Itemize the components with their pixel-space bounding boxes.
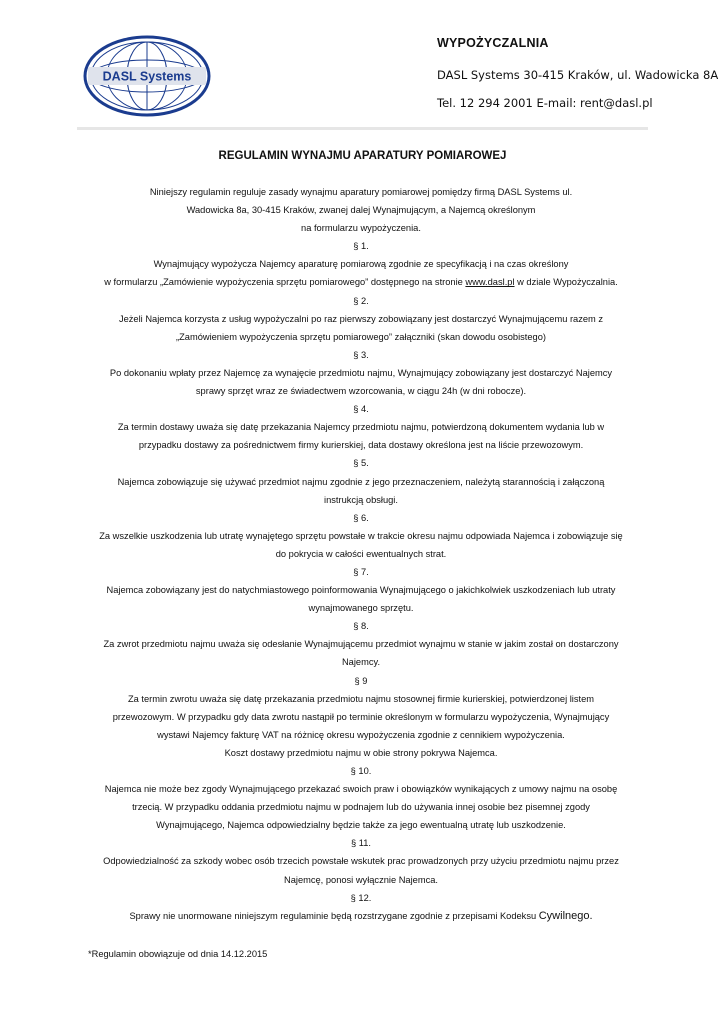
section-text: Po dokonaniu wpłaty przez Najemcę za wynajęcie przedmiotu najmu, Wynajmujący zobowiązany jest dostarczyć Najemcy	[109, 367, 613, 378]
section-text: wystawi Najemcy fakturę VAT na różnicę okresu wypożyczenia zgodnie z cennikiem wypożyczenia.	[157, 729, 565, 740]
section-text: wynajmowanego sprzętu.	[308, 603, 414, 614]
section-marker: § 11.	[351, 838, 371, 849]
company-contact: Tel. 12 294 2001 E-mail: rent@dasl.pl	[437, 96, 653, 110]
section-text: Najemcy.	[341, 657, 381, 668]
section-text: przewozowym. W przypadku gdy data zwrotu nastąpił po terminie określonym w formularzu wypożyczenia, Wynajmujący	[112, 711, 610, 722]
company-name: WYPOŻYCZALNIA	[437, 36, 549, 50]
effective-date-note: *Regulamin obowiązuje od dnia 14.12.2015	[88, 949, 268, 959]
section-text: trzecią. W przypadku oddania przedmiotu najmu w podnajem lub do używania innej osobie bez pisemnej zgody	[132, 802, 590, 813]
header-divider	[77, 127, 648, 130]
intro-line: Wadowicka 8a, 30-415 Kraków, zwanej dalej Wynajmującym, a Najemcą określonym	[186, 205, 536, 216]
section-text: Najemca zobowiązuje się używać przedmiot najmu zgodnie z jego przeznaczeniem, należytą starannością i załączoną	[117, 476, 605, 487]
section-marker: § 2.	[353, 295, 369, 306]
section-text-part: w dziale Wypożyczalnia.	[514, 277, 618, 288]
section-text: Koszt dostawy przedmiotu najmu w obie strony pokrywa Najemca.	[224, 747, 498, 758]
section-marker: § 12.	[350, 892, 372, 903]
section-text: Za termin zwrotu uważa się datę przekazania przedmiotu najmu stosownej firmie kurierskiej, potwierdzonej listem	[127, 693, 595, 704]
section-marker: § 10.	[350, 766, 372, 776]
section-text-part: w formularzu „Zamówienie wypożyczenia sprzętu pomiarowego” dostępnego na stronie	[104, 277, 466, 288]
section-marker: § 4.	[353, 404, 369, 415]
section-marker: § 8.	[353, 621, 369, 632]
section-text-part: Sprawy nie unormowane niniejszym regulaminie będą rozstrzygane zgodnie z przepisami Kodeksu	[129, 910, 539, 921]
section-marker: § 1.	[353, 241, 369, 252]
regulations-body	[70, 183, 652, 925]
section-text-part: Cywilnego.	[538, 909, 593, 922]
section-text: przypadku dostawy za pośrednictwem firmy kurierskiej, data dostawy określona jest na liście przewozowym.	[138, 440, 584, 451]
section-text: Wynajmujący wypożycza Najemcy aparaturę pomiarową zgodnie ze specyfikacją i na czas określony	[153, 259, 569, 270]
section-marker: § 7.	[353, 566, 369, 577]
section-text: Za zwrot przedmiotu najmu uważa się odesłanie Wynajmującemu przedmiot wynajmu w stanie w jakim został on dostarczony	[103, 639, 619, 650]
section-text: Najemcę, ponosi wyłącznie Najemca.	[284, 874, 438, 885]
section-text	[70, 907, 652, 925]
section-text: sprawy sprzęt wraz ze świadectwem wzorcowania, w ciągu 24h (w dni robocze).	[195, 386, 527, 397]
dasl-systems-logo	[82, 34, 212, 118]
website-link[interactable]: www.dasl.pl	[465, 277, 515, 288]
document-title: REGULAMIN WYNAJMU APARATURY POMIAROWEJ	[218, 150, 507, 162]
section-marker: § 5.	[353, 458, 369, 469]
company-address: DASL Systems 30-415 Kraków, ul. Wadowicka 8A	[437, 68, 719, 82]
section-text: instrukcją obsługi.	[324, 494, 398, 505]
section-text: „Zamówieniem wypożyczenia sprzętu pomiarowego” załączniki (skan dowodu osobistego)	[176, 331, 546, 342]
section-text: Wynajmującego, Najemca odpowiedzialny będzie także za jego ewentualną utratę lub uszkodzenie.	[156, 820, 566, 831]
section-marker: § 9	[354, 675, 368, 686]
section-text: Za wszelkie uszkodzenia lub utratę wynajętego sprzętu powstałe w trakcie okresu najmu odpowiada Najemca i zobowiązuje się	[99, 530, 623, 541]
section-text: Za termin dostawy uważa się datę przekazania Najemcy przedmiotu najmu, potwierdzoną dokumentem wydania lub w	[117, 422, 605, 433]
section-marker: § 6.	[353, 512, 369, 523]
section-text: Najemca zobowiązany jest do natychmiastowego poinformowania Wynajmującego o jakichkolwiek uszkodzeniach lub utraty	[106, 585, 616, 596]
section-marker: § 3.	[353, 349, 369, 360]
section-text: Odpowiedzialność za szkody wobec osób trzecich powstałe wskutek prac prowadzonych przy użyciu przedmiotu najmu przez	[103, 856, 619, 867]
section-text	[70, 273, 652, 291]
section-text: Jeżeli Najemca korzysta z usług wypożyczalni po raz pierwszy zobowiązany jest dostarczyć Wynajmującemu razem z	[118, 313, 604, 324]
intro-line: Niniejszy regulamin reguluje zasady wynajmu aparatury pomiarowej pomiędzy firmą DASL Systems ul.	[149, 187, 573, 197]
logo-text: DASL Systems	[102, 69, 192, 84]
intro-line: na formularzu wypożyczenia.	[301, 223, 421, 234]
section-text: do pokrycia w całości ewentualnych strat.	[275, 548, 447, 559]
section-text: Najemca nie może bez zgody Wynajmującego przekazać swoich praw i obowiązków wynikających z umowy najmu na osobę	[104, 784, 618, 795]
